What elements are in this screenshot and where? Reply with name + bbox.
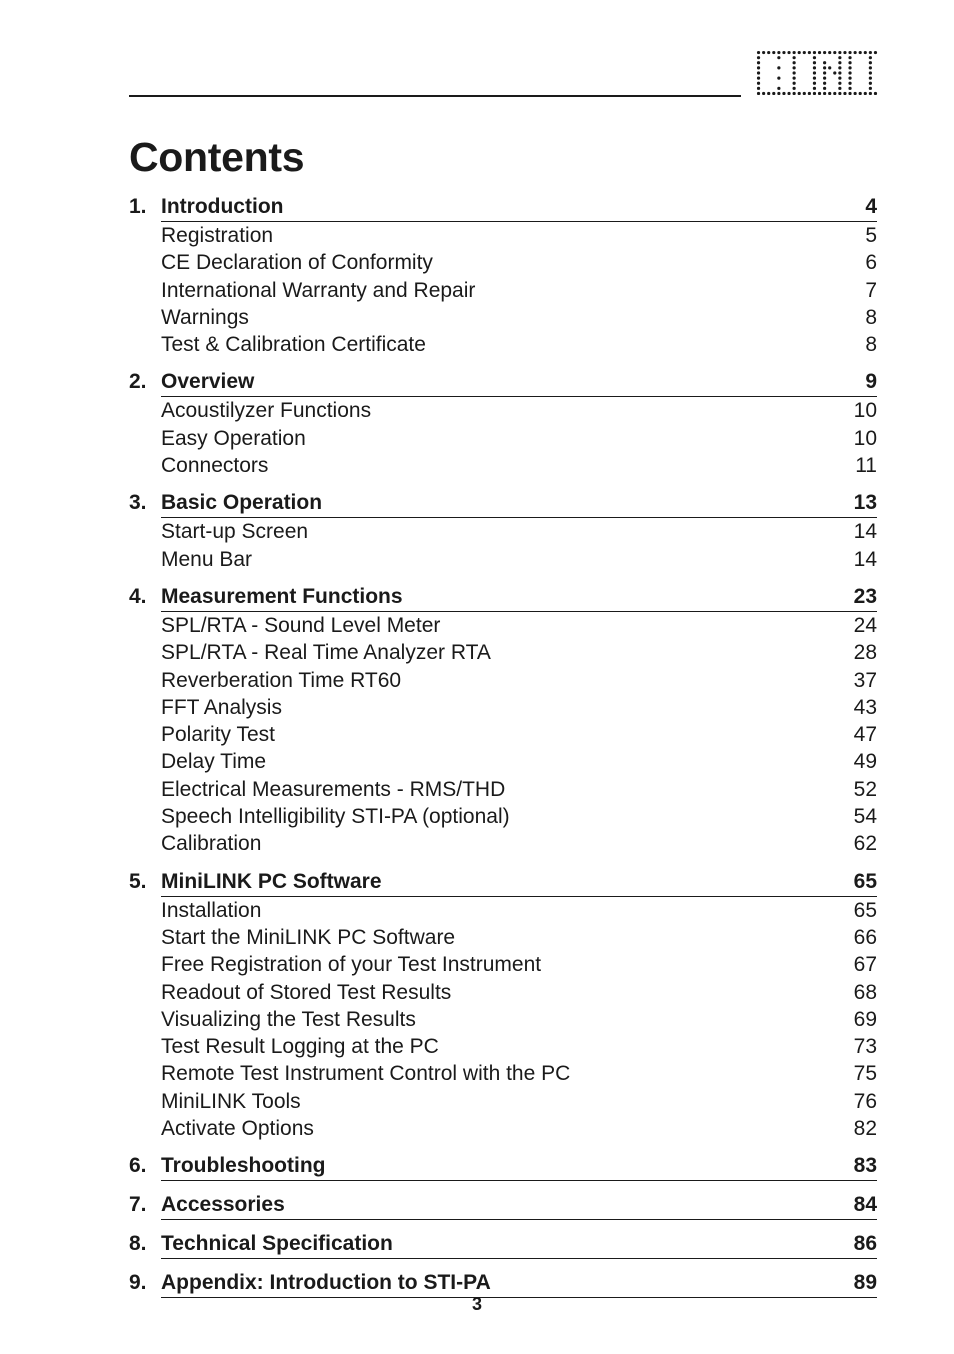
section-number: 6. [129, 1154, 147, 1178]
logo-dot [828, 92, 831, 95]
logo-dot [813, 71, 816, 74]
toc-section-heading[interactable] [129, 867, 877, 897]
toc-item-title: Test Result Logging at the PC [161, 1035, 439, 1059]
logo-dot [823, 51, 826, 54]
toc-section-heading[interactable] [129, 1229, 877, 1259]
section-number: 8. [129, 1232, 147, 1256]
toc-section-heading[interactable] [129, 192, 877, 222]
logo-dot [757, 82, 760, 85]
logo-dot [823, 82, 826, 85]
toc-item-page-number: 54 [853, 805, 877, 829]
logo-dot [793, 82, 796, 85]
toc-item-page-number: 69 [853, 1007, 877, 1031]
toc-item[interactable] [161, 546, 877, 573]
logo-dot [813, 51, 816, 54]
toc-item-list [161, 612, 877, 858]
logo-dot [813, 92, 816, 95]
toc-item-page-number: 62 [853, 832, 877, 856]
logo-dot [838, 51, 841, 54]
logo-dot [782, 92, 785, 95]
logo-dot [777, 87, 780, 90]
toc-item-title: Remote Test Instrument Control with the PC [161, 1062, 571, 1086]
toc-item-page-number: 14 [853, 520, 877, 544]
logo-dot [828, 66, 831, 69]
toc-item-page-number: 11 [855, 454, 877, 478]
toc-item-list [161, 897, 877, 1143]
logo-dot [823, 77, 826, 80]
logo-dot [859, 51, 862, 54]
logo-dot [813, 82, 816, 85]
toc-item-title: Polarity Test [161, 723, 275, 747]
logo-dot [813, 56, 816, 59]
toc-item-title: MiniLINK Tools [161, 1089, 301, 1113]
logo-dot [848, 51, 851, 54]
logo-dot [793, 56, 796, 59]
logo-dot [833, 92, 836, 95]
toc-item[interactable] [161, 1060, 877, 1087]
logo-dot [777, 66, 780, 69]
section-number: 2. [129, 370, 147, 394]
toc-item-page-number: 24 [853, 613, 877, 637]
toc-section [129, 582, 877, 858]
logo-dot [772, 92, 775, 95]
toc-item-title: Connectors [161, 454, 269, 478]
toc-item-page-number: 68 [853, 980, 877, 1004]
toc-item-page-number: 66 [853, 925, 877, 949]
section-page-number: 89 [853, 1271, 877, 1295]
logo-dot [838, 82, 841, 85]
toc-item[interactable] [161, 1033, 877, 1060]
section-number: 5. [129, 869, 147, 893]
logo-dot [869, 77, 872, 80]
logo-dot [823, 87, 826, 90]
logo-dot [787, 92, 790, 95]
section-page-number: 13 [853, 491, 877, 515]
logo-dot [782, 51, 785, 54]
logo-dot [859, 92, 862, 95]
toc-section-heading[interactable] [129, 582, 877, 612]
section-title: Technical Specification [161, 1232, 393, 1256]
logo-dot [874, 92, 877, 95]
toc-item-title: Start-up Screen [161, 520, 309, 544]
section-page-number: 23 [853, 584, 877, 608]
toc-item-title: Reverberation Time RT60 [161, 668, 402, 692]
toc-section [129, 867, 877, 1143]
logo-dot [777, 56, 780, 59]
toc-item[interactable] [161, 249, 877, 276]
toc-section-heading[interactable] [129, 1151, 877, 1181]
logo-dot [793, 61, 796, 64]
logo-dot [869, 51, 872, 54]
toc-item[interactable] [161, 748, 877, 775]
toc-item[interactable] [161, 304, 877, 331]
logo-dot [823, 92, 826, 95]
toc-item-page-number: 67 [853, 953, 877, 977]
logo-dot [757, 51, 760, 54]
logo-dot [808, 92, 811, 95]
section-page-number: 9 [865, 370, 877, 394]
section-title: MiniLINK PC Software [161, 869, 382, 893]
logo-dot [869, 82, 872, 85]
logo-dot [848, 61, 851, 64]
page-number: 3 [471, 1294, 482, 1314]
toc-item-page-number: 49 [853, 750, 877, 774]
toc-item-page-number: 76 [853, 1089, 877, 1113]
logo-dot [813, 87, 816, 90]
toc-item-page-number: 37 [853, 668, 877, 692]
section-page-number: 83 [853, 1154, 877, 1178]
toc-item[interactable] [161, 1006, 877, 1033]
toc-item-page-number: 5 [865, 224, 877, 247]
logo-dot [838, 56, 841, 59]
toc-item[interactable] [161, 425, 877, 452]
section-page-number: 4 [865, 195, 877, 218]
section-page-number: 84 [853, 1193, 877, 1217]
logo-dot [843, 92, 846, 95]
page-title: Contents [129, 134, 305, 180]
toc-item-title: Calibration [161, 832, 262, 856]
toc-item-page-number: 47 [853, 723, 877, 747]
logo-dot [798, 51, 801, 54]
toc-item-page-number: 52 [853, 777, 877, 801]
logo-dot [864, 92, 867, 95]
logo-dot [838, 61, 841, 64]
toc-item-page-number: 7 [865, 278, 877, 302]
section-title: Troubleshooting [161, 1154, 326, 1178]
toc-item-title: Menu Bar [161, 547, 253, 571]
toc-section [129, 488, 877, 573]
toc-section-heading[interactable] [129, 1190, 877, 1220]
toc-item[interactable] [161, 1088, 877, 1115]
section-title: Measurement Functions [161, 584, 403, 608]
logo-dot [828, 51, 831, 54]
logo-dot [767, 92, 770, 95]
toc-section-heading[interactable] [129, 488, 877, 518]
toc-section [129, 1151, 877, 1181]
logo-dot [848, 56, 851, 59]
toc-item-title: SPL/RTA - Real Time Analyzer RTA [161, 641, 491, 665]
toc-item[interactable] [161, 830, 877, 857]
logo-dot [818, 92, 821, 95]
logo-dot [848, 87, 851, 90]
logo-dot [869, 61, 872, 64]
logo-dot [848, 71, 851, 74]
toc-item-list [161, 397, 877, 479]
toc-item-title: Electrical Measurements - RMS/THD [161, 777, 506, 801]
toc-section [129, 1229, 877, 1259]
logo-dot [833, 71, 836, 74]
logo-dot [843, 51, 846, 54]
toc-item-page-number: 82 [853, 1117, 877, 1141]
logo-dot [757, 92, 760, 95]
toc-item[interactable] [161, 331, 877, 358]
logo-dot [869, 66, 872, 69]
logo-dot [772, 51, 775, 54]
toc-item-page-number: 43 [853, 695, 877, 719]
toc-section [129, 1190, 877, 1220]
toc-item-title: Warnings [161, 305, 249, 329]
dot-matrix-logo-icon [756, 50, 878, 96]
logo-dot [803, 51, 806, 54]
toc-item[interactable] [161, 612, 877, 639]
logo-dot [848, 77, 851, 80]
toc-item[interactable] [161, 277, 877, 304]
toc-item-title: FFT Analysis [161, 695, 282, 719]
section-number: 1. [129, 195, 147, 218]
logo-dot [833, 51, 836, 54]
logo-dot [757, 56, 760, 59]
toc-item-title: Visualizing the Test Results [161, 1007, 416, 1031]
section-number: 9. [129, 1271, 147, 1295]
toc-item-title: Readout of Stored Test Results [161, 980, 452, 1004]
logo-dot [808, 51, 811, 54]
logo-dot [757, 61, 760, 64]
header-rule [129, 95, 741, 97]
logo-dot [869, 92, 872, 95]
toc-section-heading[interactable] [129, 367, 877, 397]
section-number: 3. [129, 491, 147, 515]
toc-item[interactable] [161, 1115, 877, 1142]
toc-item-page-number: 10 [853, 399, 877, 423]
toc-item-title: International Warranty and Repair [161, 278, 476, 302]
toc-item[interactable] [161, 776, 877, 803]
toc-item[interactable] [161, 951, 877, 978]
table-of-contents [129, 192, 877, 1307]
section-number: 7. [129, 1193, 147, 1217]
logo-dot [869, 87, 872, 90]
logo-dot [838, 77, 841, 80]
section-number: 4. [129, 584, 147, 608]
logo-dot [848, 92, 851, 95]
toc-item[interactable] [161, 397, 877, 424]
toc-item[interactable] [161, 924, 877, 951]
logo-dot [838, 71, 841, 74]
toc-item[interactable] [161, 518, 877, 545]
logo-dot [757, 87, 760, 90]
logo-dot [854, 51, 857, 54]
logo-dot [854, 92, 857, 95]
logo-dot [813, 61, 816, 64]
toc-item-page-number: 14 [853, 547, 877, 571]
toc-section [129, 367, 877, 479]
section-page-number: 65 [853, 869, 877, 893]
logo-dot [813, 66, 816, 69]
logo-dot [762, 51, 765, 54]
logo-dot [757, 71, 760, 74]
toc-item-page-number: 28 [853, 641, 877, 665]
logo-dot [777, 51, 780, 54]
logo-dot [793, 87, 796, 90]
toc-item-list [161, 518, 877, 573]
toc-item-title: CE Declaration of Conformity [161, 251, 433, 275]
logo-dot [793, 66, 796, 69]
logo-dot [818, 51, 821, 54]
toc-item[interactable] [161, 667, 877, 694]
logo-dot [803, 92, 806, 95]
logo-dot [838, 66, 841, 69]
toc-item-page-number: 65 [853, 898, 877, 922]
toc-item[interactable] [161, 721, 877, 748]
toc-item-page-number: 73 [853, 1035, 877, 1059]
logo-dot [848, 82, 851, 85]
toc-item-title: Easy Operation [161, 426, 306, 450]
logo-dot [848, 66, 851, 69]
logo-dot [838, 92, 841, 95]
toc-item[interactable] [161, 803, 877, 830]
logo-dot [787, 51, 790, 54]
section-title: Accessories [161, 1193, 285, 1217]
toc-item-list [161, 222, 877, 358]
toc-item-title: Free Registration of your Test Instrument [161, 953, 542, 977]
logo-dot [777, 77, 780, 80]
toc-item-page-number: 10 [853, 426, 877, 450]
toc-item-page-number: 8 [865, 305, 877, 329]
logo-dot [823, 61, 826, 64]
toc-item-title: SPL/RTA - Sound Level Meter [161, 613, 441, 637]
toc-item-page-number: 75 [853, 1062, 877, 1086]
toc-item-title: Installation [161, 898, 262, 922]
logo-dot [838, 87, 841, 90]
toc-item-title: Activate Options [161, 1117, 314, 1141]
logo-dot [864, 51, 867, 54]
logo-dot [777, 92, 780, 95]
logo-dot [793, 71, 796, 74]
section-title: Basic Operation [161, 491, 323, 515]
toc-item-page-number: 8 [865, 333, 877, 357]
section-page-number: 86 [853, 1232, 877, 1256]
logo-dot [767, 51, 770, 54]
logo-dot [869, 56, 872, 59]
logo-dot [798, 92, 801, 95]
logo-dot [757, 66, 760, 69]
toc-item[interactable] [161, 897, 877, 924]
section-title: Appendix: Introduction to STI-PA [161, 1271, 491, 1295]
logo-dot [762, 92, 765, 95]
toc-item-title: Start the MiniLINK PC Software [161, 925, 456, 949]
toc-item-page-number: 6 [865, 251, 877, 275]
toc-item[interactable] [161, 639, 877, 666]
logo-dot [823, 66, 826, 69]
toc-item-title: Test & Calibration Certificate [161, 333, 426, 357]
toc-item[interactable] [161, 222, 877, 249]
logo-dot [823, 71, 826, 74]
logo-dot [757, 77, 760, 80]
toc-item[interactable] [161, 452, 877, 479]
toc-item-title: Speech Intelligibility STI-PA (optional) [161, 805, 510, 829]
logo-dot [793, 77, 796, 80]
logo-dot [874, 51, 877, 54]
toc-item-title: Acoustilyzer Functions [161, 399, 372, 423]
toc-section [129, 192, 877, 358]
logo-dot [793, 51, 796, 54]
toc-item-title: Delay Time [161, 750, 267, 774]
logo-dot [869, 71, 872, 74]
toc-item[interactable] [161, 694, 877, 721]
toc-item[interactable] [161, 979, 877, 1006]
section-title: Introduction [161, 195, 284, 218]
logo-dot [793, 92, 796, 95]
toc-item-title: Registration [161, 224, 274, 247]
logo-dot [813, 77, 816, 80]
section-title: Overview [161, 370, 255, 394]
